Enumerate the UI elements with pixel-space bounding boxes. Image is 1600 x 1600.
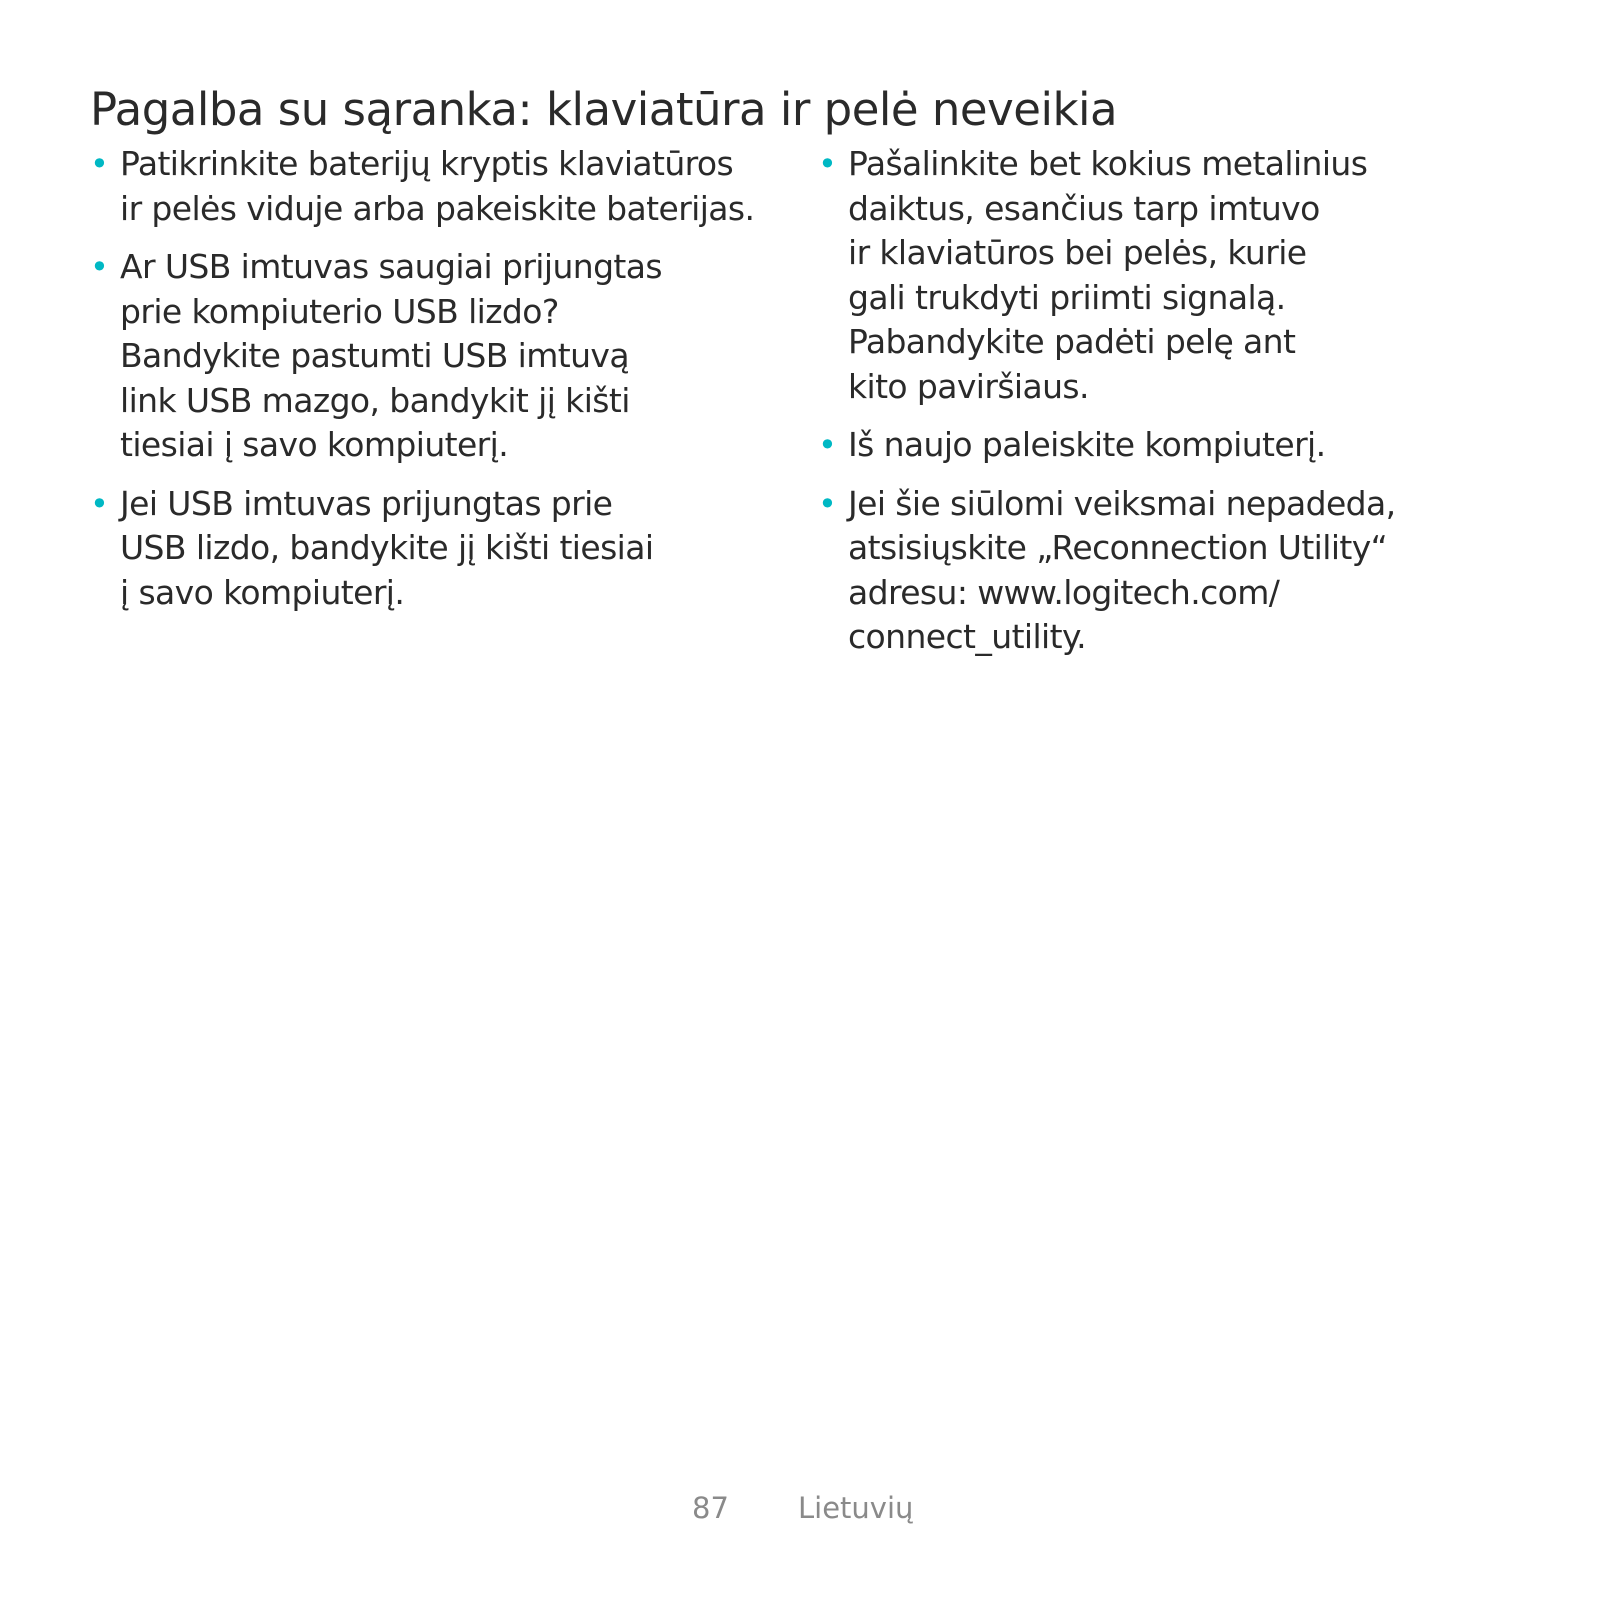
text-line: Iš naujo paleiskite kompiuterį. [848, 425, 1326, 464]
text-line: Pabandykite padėti pelę ant [848, 322, 1296, 361]
text-line: Pašalinkite bet kokius metalinius [848, 144, 1368, 183]
text-line: Patikrinkite baterijų kryptis klaviatūros [120, 144, 734, 183]
text-line: ir pelės viduje arba pakeiskite baterijas. [120, 188, 755, 228]
bullet-item [818, 482, 1538, 660]
left-bullet-list [90, 142, 790, 629]
page-number: 87 [692, 1491, 729, 1525]
bullet-item [90, 482, 790, 616]
text-line: daiktus, esančius tarp imtuvo [848, 188, 1320, 228]
text-line: Ar USB imtuvas saugiai prijungtas [120, 247, 662, 286]
bullet-item [90, 245, 790, 468]
text-line: atsisiųskite „Reconnection Utility“ [848, 528, 1388, 567]
text-line: kito paviršiaus. [848, 366, 1089, 406]
text-line: prie kompiuterio USB lizdo? [120, 291, 559, 331]
bullet-item [90, 142, 790, 231]
bullet-dot-icon: • [90, 248, 109, 286]
footer-language: Lietuvių [798, 1491, 914, 1525]
text-line: USB lizdo, bandykite jį kišti tiesiai [120, 528, 654, 567]
text-line: gali trukdyti priimti signalą. [848, 277, 1286, 317]
text-line: Jei šie siūlomi veiksmai nepadeda, [848, 483, 1396, 523]
bullet-dot-icon: • [818, 484, 837, 523]
right-bullet-list [818, 142, 1538, 674]
bullet-dot-icon: • [90, 145, 109, 183]
text-line: Jei USB imtuvas prijungtas prie [120, 483, 613, 523]
text-line: tiesiai į savo kompiuterį. [120, 425, 509, 464]
text-line: adresu: www.logitech.com/ [848, 572, 1280, 612]
text-line: į savo kompiuterį. [120, 572, 405, 612]
bullet-item [818, 142, 1538, 409]
bullet-dot-icon: • [818, 145, 837, 183]
bullet-dot-icon: • [90, 484, 109, 523]
bullet-item [818, 423, 1538, 468]
bullet-dot-icon: • [818, 426, 837, 464]
text-line: Bandykite pastumti USB imtuvą [120, 336, 629, 375]
text-line: ir klaviatūros bei pelės, kurie [848, 233, 1307, 272]
page-title: Pagalba su sąranka: klaviatūra ir pelė neveikia [90, 83, 1118, 136]
text-line: connect_utility. [848, 617, 1087, 656]
text-line: link USB mazgo, bandykit jį kišti [120, 380, 630, 420]
